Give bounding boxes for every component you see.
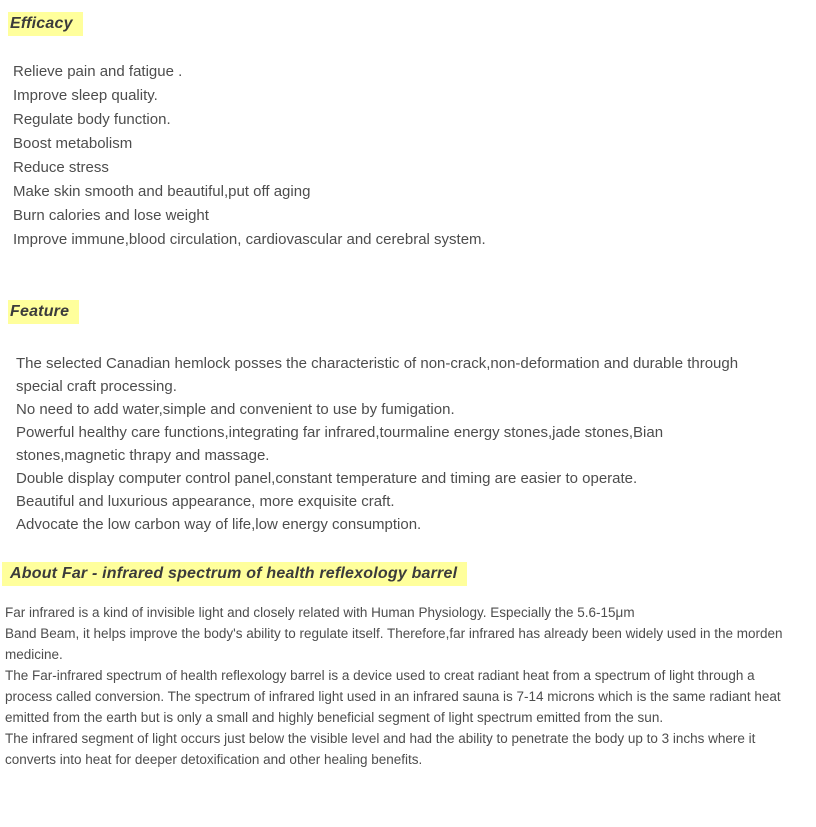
section-efficacy bbox=[8, 12, 808, 252]
feature-item: Beautiful and luxurious appearance, more exquisite craft. bbox=[16, 493, 395, 510]
feature-item: The selected Canadian hemlock posses the characteristic of non-crack,non-deformation and durable through special craft processing. bbox=[16, 355, 739, 395]
section-feature bbox=[8, 300, 808, 536]
efficacy-item: Burn calories and lose weight bbox=[13, 207, 209, 224]
feature-item: Advocate the low carbon way of life,low energy consumption. bbox=[16, 516, 422, 533]
efficacy-item: Relieve pain and fatigue . bbox=[13, 63, 183, 80]
efficacy-list bbox=[13, 60, 808, 252]
about-paragraph: Band Beam, it helps improve the body's ability to regulate itself. Therefore,far infrared has already been widely used in the morden medicine. bbox=[5, 626, 783, 662]
feature-item: Powerful healthy care functions,integrating far infrared,tourmaline energy stones,jade stones,Bian stones,magnetic thrapy and massage. bbox=[16, 424, 664, 464]
efficacy-item: Improve immune,blood circulation, cardiovascular and cerebral system. bbox=[13, 231, 486, 248]
efficacy-item: Reduce stress bbox=[13, 159, 109, 176]
about-paragraph: The Far-infrared spectrum of health reflexology barrel is a device used to creat radiant heat from a spectrum of light through a process called conversion. The spectrum of infrared light used in an infrared sauna is 7-14 microns which is the same radiant heat emitted from the earth but is only a small and highly beneficial segment of light spectrum emitted from the sun. bbox=[5, 668, 781, 725]
efficacy-item: Regulate body function. bbox=[13, 111, 171, 128]
efficacy-item: Boost metabolism bbox=[13, 135, 133, 152]
about-paragraph: The infrared segment of light occurs just below the visible level and had the ability to penetrate the body up to 3 inchs where it converts into heat for deeper detoxification and other healing benefits. bbox=[5, 731, 756, 767]
feature-item: No need to add water,simple and convenient to use by fumigation. bbox=[16, 401, 455, 418]
efficacy-item: Make skin smooth and beautiful,put off aging bbox=[13, 183, 311, 200]
feature-list bbox=[16, 352, 761, 536]
about-paragraphs bbox=[5, 602, 797, 770]
feature-item: Double display computer control panel,constant temperature and timing are easier to operate. bbox=[16, 470, 638, 487]
about-paragraph: Far infrared is a kind of invisible light and closely related with Human Physiology. Especially the 5.6-15μm bbox=[5, 605, 635, 620]
efficacy-item: Improve sleep quality. bbox=[13, 87, 158, 104]
efficacy-heading: Efficacy bbox=[8, 12, 83, 36]
feature-heading: Feature bbox=[8, 300, 79, 324]
section-about-far-infrared bbox=[5, 562, 808, 770]
about-heading: About Far - infrared spectrum of health reflexology barrel bbox=[2, 562, 467, 586]
